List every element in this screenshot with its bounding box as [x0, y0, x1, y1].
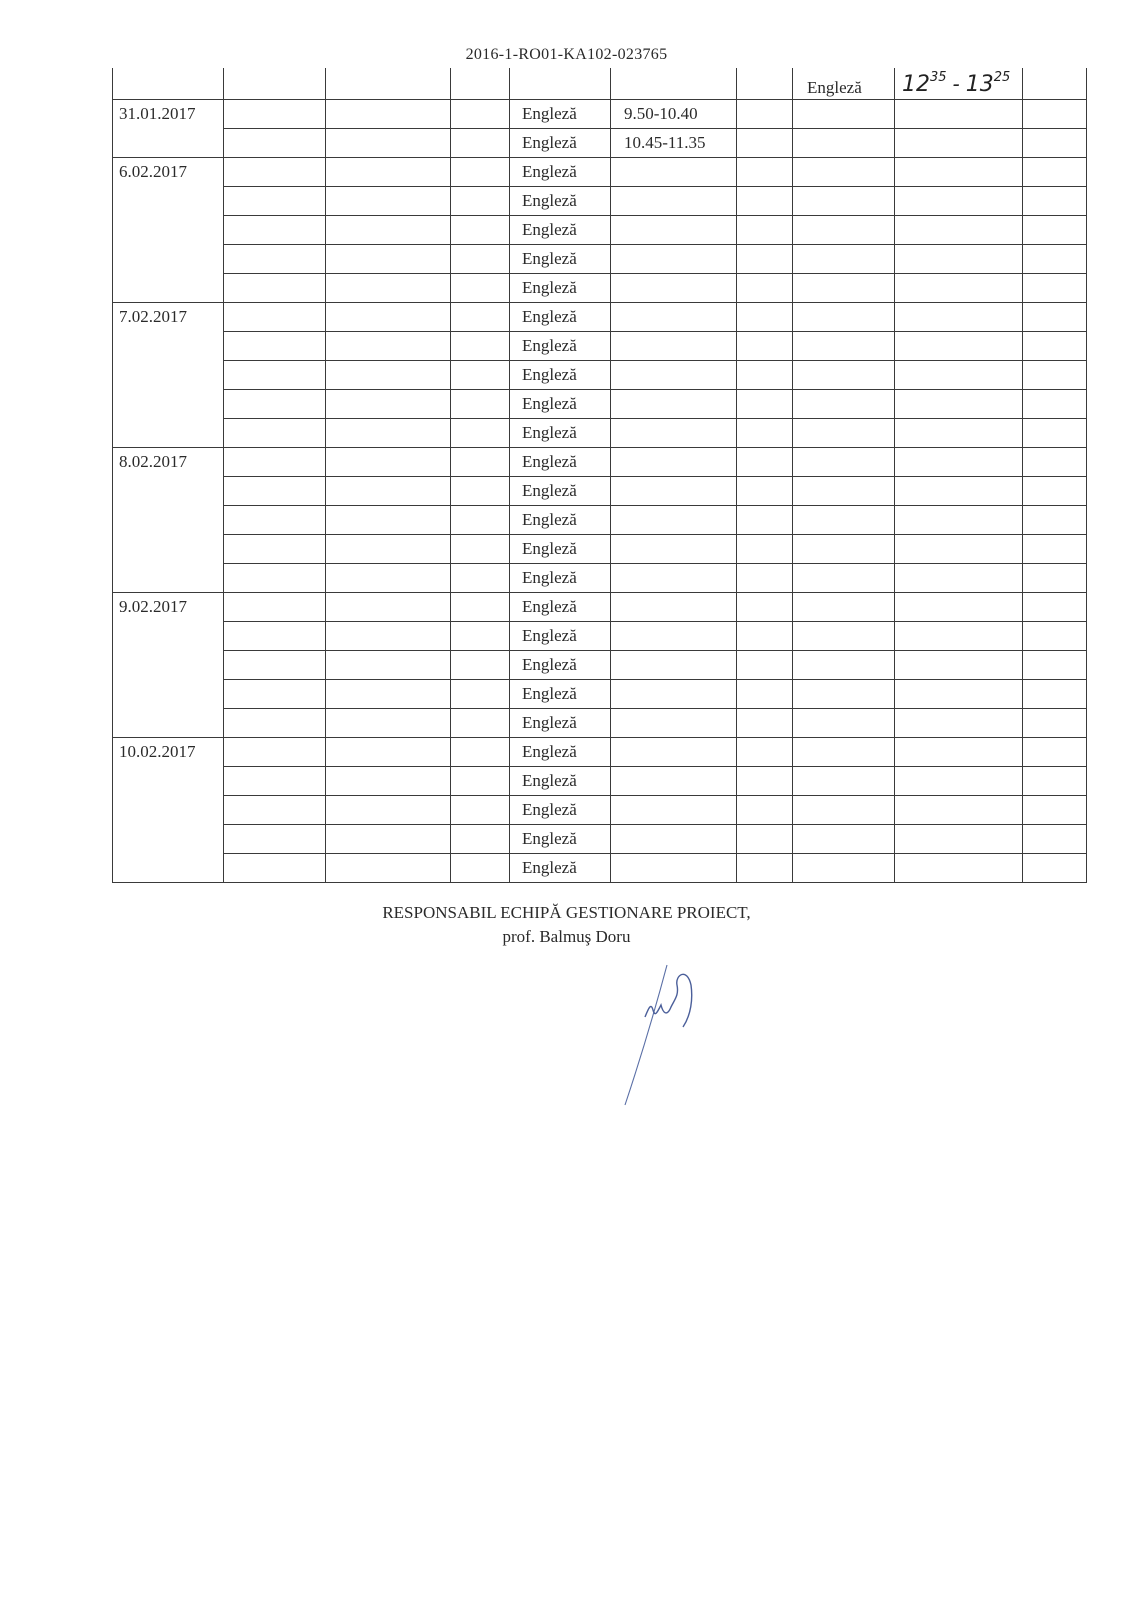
row-divider: [223, 331, 1087, 332]
subject-cell: Engleză: [522, 191, 577, 210]
column-separator: [792, 68, 793, 882]
row-divider: [223, 186, 1087, 187]
signature: [615, 955, 725, 1115]
row-divider: [223, 215, 1087, 216]
date-cell: 6.02.2017: [119, 162, 187, 181]
subject-cell: Engleză: [522, 104, 577, 123]
time-cell: 9.50-10.40: [624, 104, 698, 123]
date-cell: 8.02.2017: [119, 452, 187, 471]
subject-cell: Engleză: [522, 423, 577, 442]
column-separator: [894, 68, 895, 882]
subject-cell: Engleză: [522, 742, 577, 761]
subject-cell: Engleză: [522, 684, 577, 703]
row-divider: [223, 128, 1087, 129]
subject-cell: Engleză: [522, 365, 577, 384]
row-divider: [223, 476, 1087, 477]
row-divider: [223, 244, 1087, 245]
row-divider: [223, 853, 1087, 854]
subject-cell: Engleză: [522, 597, 577, 616]
subject-cell: Engleză: [522, 133, 577, 152]
row-divider: [223, 505, 1087, 506]
subject-cell: Engleză: [522, 626, 577, 645]
subject-cell: Engleză: [522, 481, 577, 500]
schedule-table: [112, 68, 1087, 880]
row-divider: [223, 621, 1087, 622]
row-divider: [112, 447, 1087, 448]
row-divider: [112, 737, 1087, 738]
row-divider: [223, 563, 1087, 564]
row-divider: [112, 157, 1087, 158]
row-divider: [223, 679, 1087, 680]
date-cell: 9.02.2017: [119, 597, 187, 616]
subject-cell: Engleză: [522, 307, 577, 326]
time-cell: 10.45-11.35: [624, 133, 706, 152]
row-divider: [112, 302, 1087, 303]
handwritten-time-end-m: 25: [993, 70, 1011, 85]
footer-name: prof. Balmuş Doru: [502, 927, 631, 946]
column-separator: [450, 68, 451, 882]
handwritten-time-start-m: 35: [930, 70, 947, 85]
column-separator: [509, 68, 510, 882]
row-divider: [223, 708, 1087, 709]
subject-cell: Engleză: [522, 858, 577, 877]
table-border-right: [1086, 68, 1087, 882]
subject-cell: Engleză: [522, 568, 577, 587]
handwritten-time-end-h: 13: [965, 72, 994, 97]
row-divider: [223, 824, 1087, 825]
date-cell: 10.02.2017: [119, 742, 196, 761]
date-cell: 7.02.2017: [119, 307, 187, 326]
row-divider: [223, 534, 1087, 535]
row-divider: [223, 418, 1087, 419]
subject-cell: Engleză: [522, 713, 577, 732]
row-divider: [223, 766, 1087, 767]
row-divider: [223, 795, 1087, 796]
column-separator: [610, 68, 611, 882]
top-row-subject: Engleză: [807, 78, 862, 97]
row-divider: [223, 650, 1087, 651]
column-separator: [736, 68, 737, 882]
row-divider: [112, 882, 1087, 883]
subject-cell: Engleză: [522, 278, 577, 297]
row-divider: [223, 273, 1087, 274]
column-separator: [1022, 68, 1023, 882]
handwritten-time-start-h: 12: [902, 72, 930, 97]
subject-cell: Engleză: [522, 771, 577, 790]
column-separator: [223, 68, 224, 882]
date-cell: 31.01.2017: [119, 104, 196, 123]
column-separator: [325, 68, 326, 882]
project-code: 2016-1-RO01-KA102-023765: [465, 46, 668, 63]
subject-cell: Engleză: [522, 336, 577, 355]
subject-cell: Engleză: [522, 249, 577, 268]
subject-cell: Engleză: [522, 394, 577, 413]
row-divider: [223, 360, 1087, 361]
handwritten-time-sep: -: [952, 72, 960, 96]
row-divider: [223, 389, 1087, 390]
subject-cell: Engleză: [522, 539, 577, 558]
row-divider: [112, 592, 1087, 593]
subject-cell: Engleză: [522, 800, 577, 819]
subject-cell: Engleză: [522, 829, 577, 848]
handwritten-time: [902, 70, 1010, 97]
footer-title: RESPONSABIL ECHIPĂ GESTIONARE PROIECT,: [382, 903, 751, 922]
row-divider: [112, 99, 1087, 100]
table-border-left: [112, 68, 113, 882]
subject-cell: Engleză: [522, 452, 577, 471]
subject-cell: Engleză: [522, 162, 577, 181]
subject-cell: Engleză: [522, 220, 577, 239]
subject-cell: Engleză: [522, 655, 577, 674]
subject-cell: Engleză: [522, 510, 577, 529]
